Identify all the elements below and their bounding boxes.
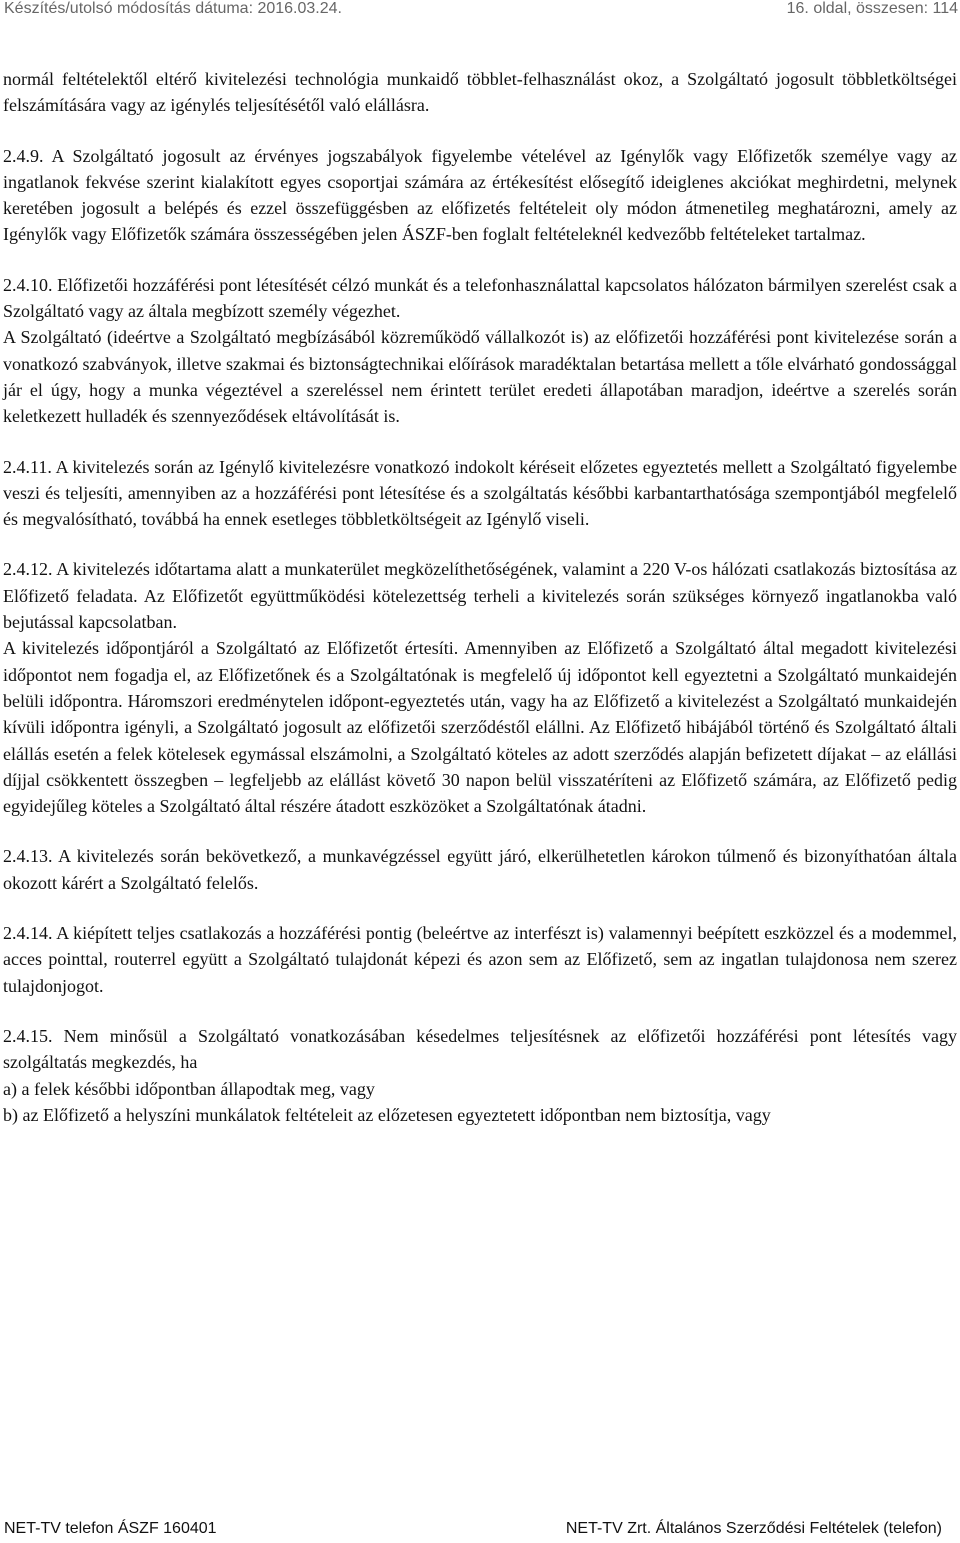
- list-item-a: a) a felek későbbi időpontban állapodtak meg, vagy: [3, 1078, 375, 1099]
- document-id: NET-TV telefon ÁSZF 160401: [4, 1520, 217, 1537]
- paragraph-2-4-12-continued: A kivitelezés időpontjáról a Szolgáltató az Előfizetőt értesíti. Amennyiben az Előfizető a Szolgáltató által megadott kivitelezési időpontot nem fogadja el, az Előfizetőnek és a Szolgáltatónak is megfelelő új időpontot kell egyeztetni a Szolgáltató munkaidején belüli időpontra. Háromszori eredménytelen időpont-egyeztetés után, vagy ha az Előfizető a kivitelezést a Szolgáltató munkaidején kívüli időpontra igényli, a Szolgáltató jogosult az előfizetői szerződéstől elállni. Az Előfizető hibájából történő és Szolgáltató általi elállás esetén a felek kötelesek egymással elszámolni, a Szolgáltató köteles az adott szerződés alapján befizetett díjakat – az elállási díjjal csökkentett összegben – legfeljebb az elállást követő 30 napon belül visszatéríteni az Előfizető számára, az Előfizető pedig egyidejűleg köteles a Szolgáltató által részére átadott eszközöket a Szolgáltatónak átadni.: [3, 638, 957, 817]
- modification-date: Készítés/utolsó módosítás dátuma: 2016.03.24.: [4, 0, 342, 17]
- paragraph-2-4-10-continued: A Szolgáltató (ideértve a Szolgáltató megbízásából közreműködő vállalkozót is) az előfizetői hozzáférési pont kivitelezése során a vonatkozó szabványok, illetve szakmai és biztonságtechnikai előírások maradéktalan betartása mellett a tőle elvárható gondossággal jár el úgy, hogy a munka végeztével a szereléssel nem érintett terület eredeti állapotában maradjon, ideértve a szerelés során keletkezett hulladék és szennyeződések eltávolítását is.: [3, 327, 957, 427]
- page-footer: [0, 1520, 960, 1542]
- page-header: [0, 0, 960, 22]
- paragraph-2-4-14: 2.4.14. A kiépített teljes csatlakozás a hozzáférési pontig (beleértve az interfészt is) valamennyi beépített eszközzel és a modemmel, acces pointtal, routerrel együtt a Szolgáltató tulajdonát képezi és azon sem az Előfizető, sem az ingatlan tulajdonosa nem szerez tulajdonjogot.: [3, 923, 957, 996]
- paragraph-2-4-9: 2.4.9. A Szolgáltató jogosult az érvényes jogszabályok figyelembe vételével az Igénylők vagy Előfizetők személye vagy az ingatlanok fekvése szerint kialakított egyes csoportjai számára az értékesítést elősegítő ideiglenes akciókat meghirdetni, melynek keretében jogosult a belépés és ezzel összefüggésben az előfizetés feltételeit oly módon átmenetileg meghatározni, amely az Igénylők vagy Előfizetők számára összességében jelen ÁSZF-ben foglalt feltételeknél kedvezőbb feltételeket tartalmaz.: [3, 145, 957, 245]
- paragraph-2-4-12: 2.4.12. A kivitelezés időtartama alatt a munkaterület megközelíthetőségének, valamint a 220 V-os hálózati csatlakozás biztosítása az Előfizető feladata. Az Előfizetőt együttműködési kötelezettség terheli a kivitelezés során szükséges környező ingatlanokba való bejutással kapcsolatban.: [3, 559, 957, 633]
- list-item-b: b) az Előfizető a helyszíni munkálatok feltételeit az előzetesen egyeztetett időpontban nem biztosítja, vagy: [3, 1104, 771, 1125]
- document-body: [3, 66, 957, 1128]
- paragraph-2-4-10: 2.4.10. Előfizetői hozzáférési pont létesítését célzó munkát és a telefonhasználattal kapcsolatos hálózaton bármilyen szerelést csak a Szolgáltató vagy az általa megbízott személy végezhet.: [3, 274, 957, 322]
- document-title: NET-TV Zrt. Általános Szerződési Feltételek (telefon): [565, 1520, 942, 1537]
- paragraph-2-4-15: 2.4.15. Nem minősül a Szolgáltató vonatkozásában késedelmes teljesítésnek az előfizetői hozzáférési pont létesítés vagy szolgáltatás megkezdés, ha: [3, 1025, 957, 1073]
- paragraph-2-4-13: 2.4.13. A kivitelezés során bekövetkező, a munkavégzéssel együtt járó, elkerülhetetlen károkon túlmenő és bizonyíthatóan általa okozott kárért a Szolgáltató felelős.: [3, 846, 957, 893]
- paragraph-continuation: normál feltételektől eltérő kivitelezési technológia munkaidő többlet-felhasználást okoz, a Szolgáltató jogosult többletköltségei felszámítására vagy az igénylés teljesítésétől való elállásra.: [3, 69, 957, 116]
- page-number: 16. oldal, összesen: 114: [786, 0, 958, 17]
- paragraph-2-4-11: 2.4.11. A kivitelezés során az Igénylő kivitelezésre vonatkozó indokolt kéréseit előzetes egyeztetés mellett a Szolgáltató figyelembe veszi és teljesíti, amennyiben az a hozzáférési pont létesítése és a szolgáltatás későbbi karbantarthatósága szempontjából megfelelő és megvalósítható, továbbá ha ennek esetleges többletköltségeit az Igénylő viseli.: [3, 456, 957, 530]
